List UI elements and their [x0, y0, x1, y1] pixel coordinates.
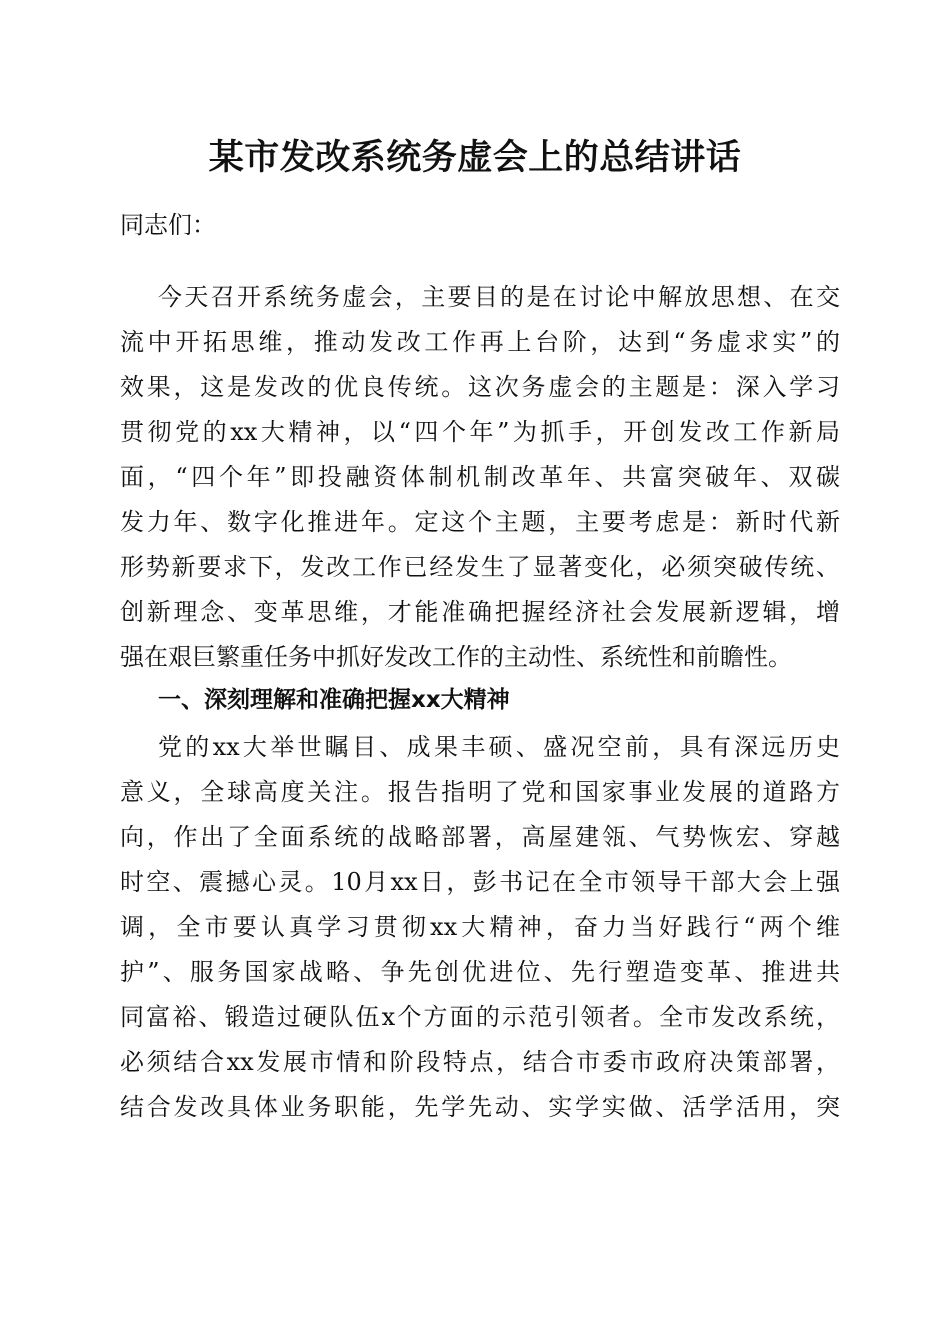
- paragraph-line: 同富裕、锻造过硬队伍x个方面的示范引领者。全市发改系统，: [120, 1003, 840, 1031]
- paragraph-line: 向，作出了全面系统的战略部署，高屋建瓴、气势恢宏、穿越: [120, 823, 840, 851]
- paragraph-line: 创新理念、变革思维，才能准确把握经济社会发展新逻辑，增: [120, 598, 840, 626]
- paragraph-line: 意义，全球高度关注。报告指明了党和国家事业发展的道路方: [120, 778, 840, 806]
- paragraph-line: 调，全市要认真学习贯彻xx大精神，奋力当好践行“两个维: [120, 913, 840, 941]
- paragraph-line: 流中开拓思维，推动发改工作再上台阶，达到“务虚求实”的: [120, 328, 840, 356]
- paragraph-line: 发力年、数字化推进年。定这个主题，主要考虑是：新时代新: [120, 508, 840, 536]
- paragraph-line: 今天召开系统务虚会，主要目的是在讨论中解放思想、在交: [158, 283, 840, 311]
- salutation: 同志们：: [120, 211, 216, 239]
- document-title: 某市发改系统务虚会上的总结讲话: [208, 137, 742, 178]
- paragraph-line: 党的xx大举世瞩目、成果丰硕、盛况空前，具有深远历史: [158, 733, 840, 761]
- paragraph-line: 面，“四个年”即投融资体制机制改革年、共富突破年、双碳: [120, 463, 840, 491]
- paragraph-line: 形势新要求下，发改工作已经发生了显著变化，必须突破传统、: [120, 553, 840, 581]
- paragraph-line: 必须结合xx发展市情和阶段特点，结合市委市政府决策部署，: [120, 1048, 840, 1076]
- paragraph-line: 贯彻党的xx大精神，以“四个年”为抓手，开创发改工作新局: [120, 418, 840, 446]
- section-heading: 一、深刻理解和准确把握xx大精神: [158, 687, 510, 713]
- paragraph-line: 效果，这是发改的优良传统。这次务虚会的主题是：深入学习: [120, 373, 840, 401]
- paragraph-line: 护”、服务国家战略、争先创优进位、先行塑造变革、推进共: [120, 958, 840, 986]
- paragraph-line: 结合发改具体业务职能，先学先动、实学实做、活学活用，突: [120, 1093, 840, 1121]
- paragraph-line: 强在艰巨繁重任务中抓好发改工作的主动性、系统性和前瞻性。: [120, 643, 792, 671]
- paragraph-line: 时空、震撼心灵。10月xx日，彭书记在全市领导干部大会上强: [120, 868, 840, 896]
